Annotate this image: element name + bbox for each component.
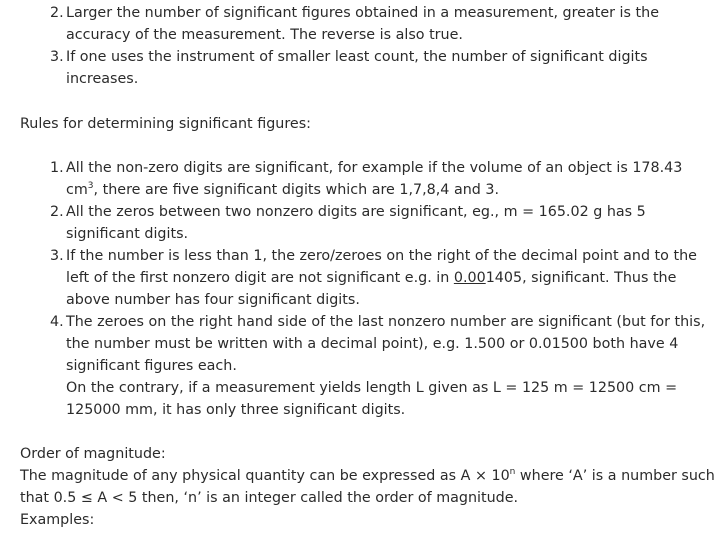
- intro-list: [20, 2, 715, 90]
- list-item-text: Larger the number of significant figures obtained in a measurement, greater is the accuracy of the measurement. The reverse is also true.: [66, 5, 659, 43]
- list-item: [20, 311, 715, 421]
- superscript-exponent: n: [509, 467, 516, 477]
- list-number: 2.: [50, 204, 64, 220]
- magnitude-heading: Order of magnitude:: [20, 446, 166, 462]
- list-item-text: All the zeros between two nonzero digits are significant, eg., m = 165.02 g has 5 significant digits.: [66, 204, 646, 242]
- list-item-text-part: 1405, significant. Thus the above number has four significant digits.: [66, 270, 677, 308]
- list-item: [20, 2, 715, 46]
- list-item-text-part: If the number is less than 1, the zero/zeroes on the right of the decimal point and to the left of the first nonzero digit are not significant e.g. in: [66, 248, 697, 286]
- superscript-exponent: 3: [87, 181, 94, 191]
- list-item-text-extra: On the contrary, if a measurement yields length L given as L = 125 m = 12500 cm = 125000 mm, it has only three significant digits.: [66, 380, 678, 418]
- list-item-text-part: , there are five significant digits which are 1,7,8,4 and 3.: [93, 182, 500, 198]
- list-item: [20, 46, 715, 90]
- rules-list: [20, 157, 715, 421]
- list-number: 3.: [50, 49, 64, 65]
- list-number: 1.: [50, 160, 64, 176]
- list-item-text-part: All the non-zero digits are significant, for example if the volume of an object is 178.43 cm: [66, 160, 683, 198]
- list-item-text: The zeroes on the right hand side of the last nonzero number are significant (but for this, the number must be written with a decimal point), e.g. 1.500 or 0.01500 both have 4 significant figures each.: [66, 314, 706, 374]
- examples-label: Examples:: [20, 512, 95, 528]
- list-item: [20, 201, 715, 245]
- list-item: [20, 157, 715, 201]
- magnitude-text-part: The magnitude of any physical quantity can be expressed as A × 10: [20, 468, 510, 484]
- magnitude-paragraph: [20, 465, 715, 509]
- underlined-zeros: 0.00: [453, 270, 486, 286]
- list-number: 2.: [50, 5, 64, 21]
- list-number: 3.: [50, 248, 64, 264]
- rules-heading: Rules for determining significant figures:: [20, 116, 311, 132]
- magnitude-text-part: where ‘A’ is a number such that 0.5 ≤ A < 5 then, ‘n’ is an integer called the order of magnitude.: [20, 468, 715, 506]
- list-item-text: If one uses the instrument of smaller least count, the number of significant digits increases.: [66, 49, 648, 87]
- list-item: [20, 245, 715, 311]
- list-number: 4.: [50, 314, 64, 330]
